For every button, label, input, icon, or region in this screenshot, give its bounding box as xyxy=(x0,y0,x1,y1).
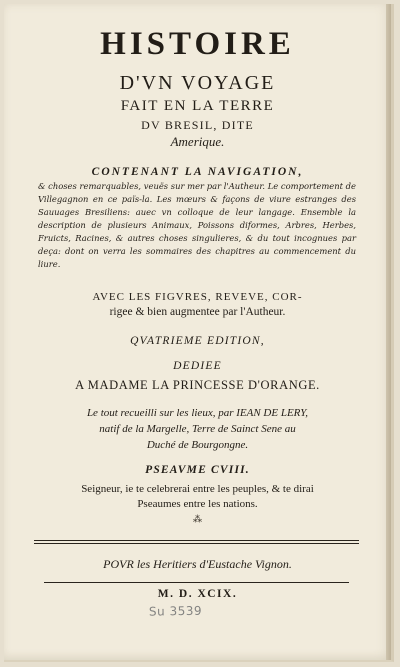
psalm-heading: PSEAVME CVIII. xyxy=(145,464,250,476)
title-line-3: FAIT EN LA TERRE xyxy=(120,98,275,114)
avec-figures-line-2: rigee & bien augmentee par l'Autheur. xyxy=(109,306,286,318)
author-line-2: natif de la Margelle, Terre de Sainct Sene au xyxy=(99,423,296,435)
author-line-3: Duché de Bourgongne. xyxy=(146,439,249,451)
contenant-body: & choses remarquables, veuës sur mer par l'Autheur. Le comportement de Villegagnon en ce païs-la. Les mœurs & façons de viure estranges des Sauuages Bresiliens: auec vn colloque de leur langage. Ensemble la description de plusieurs Animaux, Poissons diformes, Arbres, Herbes, Fruicts, Racines, & autres choses singulieres, & du tout incognues par deça: dont on verra les sommaires des chapitres au commencement du liure. xyxy=(38,181,356,269)
title-line-4: DV BRESIL, DITE xyxy=(141,118,254,132)
contenant-heading: CONTENANT LA NAVIGATION, xyxy=(91,166,304,178)
author-line-1: Le tout recueilli sur les lieux, par IEAN DE LERY, xyxy=(86,407,309,419)
pencil-shelfmark: Su 3539 xyxy=(148,603,203,619)
imprint-rule-top-thin xyxy=(34,543,359,544)
title-line-1: HISTOIRE xyxy=(100,26,295,62)
dedication-heading: DEDIEE xyxy=(173,360,222,372)
dedicatee-line: A MADAME LA PRINCESSE D'ORANGE. xyxy=(75,378,320,392)
edition-line: QVATRIEME EDITION, xyxy=(130,335,265,347)
title-line-2: D'VN VOYAGE xyxy=(119,72,276,94)
title-page xyxy=(4,4,394,662)
publication-date: M. D. XCIX. xyxy=(157,588,238,600)
title-line-5: Amerique. xyxy=(170,134,225,149)
imprint-line: POVR les Heritiers d'Eustache Vignon. xyxy=(103,557,292,571)
avec-figures-line-1: AVEC LES FIGVRES, REVEVE, COR- xyxy=(92,291,303,303)
fleuron-ornament-icon: ⁂ xyxy=(193,515,202,525)
psalm-verse-line-2: Pseaumes entre les nations. xyxy=(137,498,258,510)
imprint-rule-top xyxy=(34,540,359,541)
imprint-rule-bottom xyxy=(44,582,349,583)
psalm-verse-line-1: Seigneur, ie te celebrerai entre les peuples, & te dirai xyxy=(81,483,314,495)
